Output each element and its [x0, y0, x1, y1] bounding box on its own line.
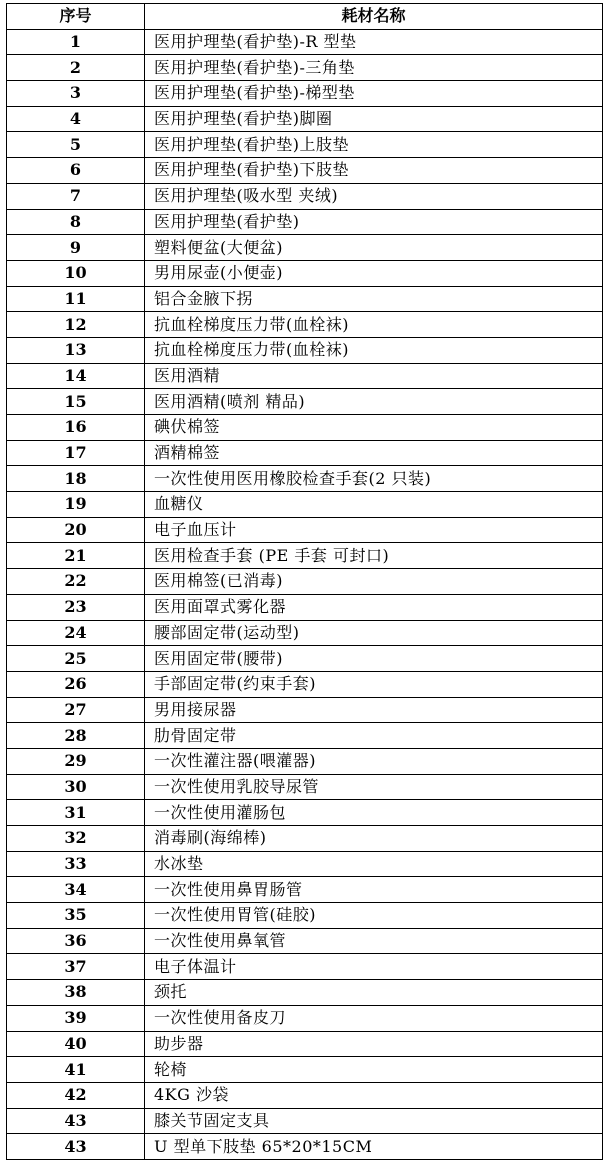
supply-name-cell: U 型单下肢垫 65*20*15CM	[145, 1134, 603, 1160]
table-row	[7, 1134, 603, 1160]
table-row	[7, 106, 603, 132]
supply-name-cell: 消毒刷(海绵棒)	[145, 826, 603, 852]
supply-name-cell: 膝关节固定支具	[145, 1108, 603, 1134]
supply-name-cell: 肋骨固定带	[145, 723, 603, 749]
supply-name-cell: 塑料便盆(大便盆)	[145, 235, 603, 261]
serial-number-cell: 18	[7, 466, 145, 492]
table-row	[7, 646, 603, 672]
supply-name-cell: 一次性使用医用橡胶检查手套(2 只装)	[145, 466, 603, 492]
table-row	[7, 209, 603, 235]
supply-name-cell: 医用酒精(喷剂 精品)	[145, 389, 603, 415]
serial-number-cell: 28	[7, 723, 145, 749]
serial-number-cell: 31	[7, 800, 145, 826]
serial-number-cell: 33	[7, 851, 145, 877]
serial-number-cell: 22	[7, 569, 145, 595]
serial-number-cell: 23	[7, 594, 145, 620]
table-row	[7, 492, 603, 518]
supply-name-cell: 医用护理垫(看护垫)-梯型垫	[145, 81, 603, 107]
supply-name-cell: 医用面罩式雾化器	[145, 594, 603, 620]
table-row	[7, 415, 603, 441]
serial-number-cell: 6	[7, 158, 145, 184]
table-row	[7, 132, 603, 158]
supply-name-cell: 一次性使用备皮刀	[145, 1005, 603, 1031]
serial-number-cell: 38	[7, 980, 145, 1006]
serial-number-cell: 15	[7, 389, 145, 415]
serial-number-cell: 14	[7, 363, 145, 389]
table-row	[7, 980, 603, 1006]
table-row	[7, 363, 603, 389]
table-row	[7, 748, 603, 774]
table-row	[7, 800, 603, 826]
serial-number-cell: 37	[7, 954, 145, 980]
table-row	[7, 903, 603, 929]
table-row	[7, 337, 603, 363]
serial-number-cell: 34	[7, 877, 145, 903]
supply-name-cell: 医用酒精	[145, 363, 603, 389]
header-serial-number: 序号	[7, 4, 145, 30]
table-row	[7, 851, 603, 877]
table-row	[7, 774, 603, 800]
table-row	[7, 183, 603, 209]
table-row	[7, 440, 603, 466]
supply-name-cell: 手部固定带(约束手套)	[145, 671, 603, 697]
supply-name-cell: 腰部固定带(运动型)	[145, 620, 603, 646]
serial-number-cell: 4	[7, 106, 145, 132]
supply-name-cell: 碘伏棉签	[145, 415, 603, 441]
serial-number-cell: 8	[7, 209, 145, 235]
table-row	[7, 594, 603, 620]
supply-name-cell: 一次性使用鼻氧管	[145, 928, 603, 954]
table-row	[7, 29, 603, 55]
supplies-table	[6, 3, 603, 1160]
supply-name-cell: 医用护理垫(看护垫)上肢垫	[145, 132, 603, 158]
serial-number-cell: 27	[7, 697, 145, 723]
supply-name-cell: 铝合金腋下拐	[145, 286, 603, 312]
table-row	[7, 569, 603, 595]
supply-name-cell: 医用护理垫(看护垫)	[145, 209, 603, 235]
table-row	[7, 671, 603, 697]
serial-number-cell: 24	[7, 620, 145, 646]
table-row	[7, 55, 603, 81]
serial-number-cell: 42	[7, 1082, 145, 1108]
supply-name-cell: 医用棉签(已消毒)	[145, 569, 603, 595]
supply-name-cell: 血糖仪	[145, 492, 603, 518]
serial-number-cell: 43	[7, 1134, 145, 1160]
serial-number-cell: 16	[7, 415, 145, 441]
table-row	[7, 389, 603, 415]
table-row	[7, 826, 603, 852]
serial-number-cell: 19	[7, 492, 145, 518]
serial-number-cell: 2	[7, 55, 145, 81]
serial-number-cell: 25	[7, 646, 145, 672]
supply-name-cell: 颈托	[145, 980, 603, 1006]
serial-number-cell: 29	[7, 748, 145, 774]
serial-number-cell: 43	[7, 1108, 145, 1134]
serial-number-cell: 21	[7, 543, 145, 569]
serial-number-cell: 3	[7, 81, 145, 107]
table-row	[7, 620, 603, 646]
serial-number-cell: 36	[7, 928, 145, 954]
serial-number-cell: 13	[7, 337, 145, 363]
supply-name-cell: 医用护理垫(看护垫)脚圈	[145, 106, 603, 132]
supply-name-cell: 男用接尿器	[145, 697, 603, 723]
table-row	[7, 312, 603, 338]
supply-name-cell: 男用尿壶(小便壶)	[145, 260, 603, 286]
serial-number-cell: 12	[7, 312, 145, 338]
table-body	[7, 29, 603, 1159]
table-row	[7, 1057, 603, 1083]
table-row	[7, 1005, 603, 1031]
supply-name-cell: 医用检查手套 (PE 手套 可封口)	[145, 543, 603, 569]
supply-name-cell: 酒精棉签	[145, 440, 603, 466]
supply-name-cell: 一次性使用鼻胃肠管	[145, 877, 603, 903]
table-header	[7, 4, 603, 30]
table-row	[7, 723, 603, 749]
supply-name-cell: 4KG 沙袋	[145, 1082, 603, 1108]
table-row	[7, 235, 603, 261]
supply-name-cell: 一次性灌注器(喂灌器)	[145, 748, 603, 774]
table-row	[7, 158, 603, 184]
supply-name-cell: 电子体温计	[145, 954, 603, 980]
supply-name-cell: 医用固定带(腰带)	[145, 646, 603, 672]
serial-number-cell: 26	[7, 671, 145, 697]
serial-number-cell: 39	[7, 1005, 145, 1031]
header-row	[7, 4, 603, 30]
supply-name-cell: 医用护理垫(看护垫)-R 型垫	[145, 29, 603, 55]
supply-name-cell: 抗血栓梯度压力带(血栓袜)	[145, 337, 603, 363]
table-row	[7, 466, 603, 492]
supply-name-cell: 一次性使用灌肠包	[145, 800, 603, 826]
serial-number-cell: 1	[7, 29, 145, 55]
table-row	[7, 1108, 603, 1134]
supply-name-cell: 医用护理垫(看护垫)-三角垫	[145, 55, 603, 81]
serial-number-cell: 9	[7, 235, 145, 261]
supply-name-cell: 轮椅	[145, 1057, 603, 1083]
serial-number-cell: 20	[7, 517, 145, 543]
serial-number-cell: 7	[7, 183, 145, 209]
table-row	[7, 543, 603, 569]
table-row	[7, 260, 603, 286]
table-row	[7, 286, 603, 312]
supply-name-cell: 一次性使用胃管(硅胶)	[145, 903, 603, 929]
table-row	[7, 954, 603, 980]
supply-name-cell: 抗血栓梯度压力带(血栓袜)	[145, 312, 603, 338]
table-row	[7, 928, 603, 954]
serial-number-cell: 30	[7, 774, 145, 800]
table-row	[7, 697, 603, 723]
serial-number-cell: 17	[7, 440, 145, 466]
supply-name-cell: 医用护理垫(吸水型 夹绒)	[145, 183, 603, 209]
table-row	[7, 1082, 603, 1108]
table-row	[7, 1031, 603, 1057]
serial-number-cell: 35	[7, 903, 145, 929]
supply-name-cell: 水冰垫	[145, 851, 603, 877]
table-row	[7, 517, 603, 543]
supply-name-cell: 助步器	[145, 1031, 603, 1057]
serial-number-cell: 5	[7, 132, 145, 158]
serial-number-cell: 10	[7, 260, 145, 286]
serial-number-cell: 41	[7, 1057, 145, 1083]
supply-name-cell: 电子血压计	[145, 517, 603, 543]
table-row	[7, 81, 603, 107]
serial-number-cell: 40	[7, 1031, 145, 1057]
serial-number-cell: 32	[7, 826, 145, 852]
header-supply-name: 耗材名称	[145, 4, 603, 30]
supply-name-cell: 医用护理垫(看护垫)下肢垫	[145, 158, 603, 184]
table-row	[7, 877, 603, 903]
supply-name-cell: 一次性使用乳胶导尿管	[145, 774, 603, 800]
serial-number-cell: 11	[7, 286, 145, 312]
